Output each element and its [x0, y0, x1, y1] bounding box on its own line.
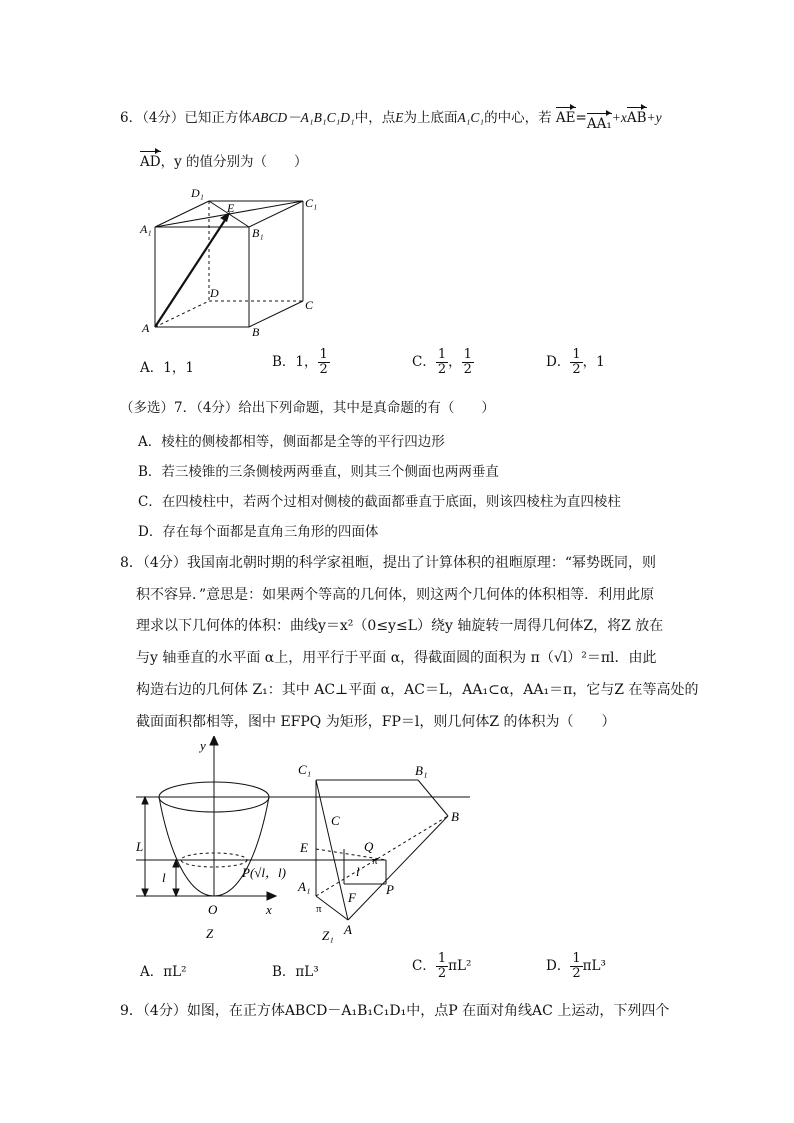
q8-label-b: B — [451, 809, 459, 824]
denominator: 2 — [437, 966, 447, 981]
q8-axis-x: x — [266, 902, 272, 917]
denominator: 2 — [572, 966, 581, 981]
q6-option-a — [140, 356, 194, 376]
q8-origin-o: O — [208, 902, 218, 917]
q8-option-b — [272, 960, 319, 980]
q7-stem: （多选）7．（4分）给出下列命题，其中是真命题的有（ ） — [120, 400, 495, 416]
q8-label-q: Q — [364, 839, 374, 854]
option-label: B． — [272, 964, 296, 980]
numerator: 1 — [437, 347, 447, 362]
q8-label-z1: Z₁ — [322, 928, 334, 943]
fraction — [570, 348, 582, 377]
q6-vector-ae: AE — [555, 110, 576, 126]
q6-label-c1: C₁ — [305, 196, 318, 210]
q6-cube-figure — [135, 185, 335, 345]
fraction — [436, 952, 448, 981]
q6-plus-x: +x — [611, 110, 627, 125]
q8-label-a: A — [344, 922, 352, 937]
q8-label-b1: B₁ — [415, 763, 428, 778]
q6-label-d: D — [210, 286, 219, 300]
option-label: C． — [412, 958, 436, 974]
q8-figure — [128, 736, 473, 946]
option-text: πL³ — [582, 958, 606, 974]
q8-option-d — [546, 952, 606, 981]
option-label: D． — [546, 354, 571, 370]
q7-option-d: D．存在每个面都是直角三角形的四面体 — [138, 524, 379, 540]
q7-option-c: C．在四棱柱中，若两个过相对侧棱的截面都垂直于底面，则该四棱柱为直四棱柱 — [138, 494, 621, 510]
q6-face: A₁C₁ — [457, 110, 485, 125]
option-label: A． — [140, 360, 164, 376]
denominator: 2 — [572, 362, 581, 377]
q8-option-a — [140, 960, 187, 980]
q6-label-b: B — [252, 325, 260, 339]
q8-label-a1: A₁ — [298, 879, 311, 894]
q8-axis-y: y — [200, 738, 206, 753]
option-text: 1，1 — [163, 360, 194, 376]
numerator: 1 — [572, 347, 581, 362]
option-text: πL² — [163, 964, 187, 980]
q6-stem-line1 — [120, 106, 662, 132]
q6-label-d1: D₁ — [191, 186, 204, 200]
q8-label-big-l: L — [136, 839, 144, 854]
q8-line-1: 8．（4分）我国南北朝时期的科学家祖暅，提出了计算体积的祖暅原理：“幂势既同，则 — [120, 555, 656, 571]
q6-text-a: 6．（4分）已知正方体 — [120, 110, 252, 126]
q6-text-c: 为上底面 — [403, 110, 458, 126]
numerator: 1 — [572, 951, 581, 966]
q6-vector-ad: AD — [140, 154, 161, 170]
fraction — [570, 952, 582, 981]
q6-point-e: E — [395, 110, 404, 125]
q8-label-p: P — [386, 882, 394, 897]
q9-stem: 9．（4分）如图，在正方体ABCD－A₁B₁C₁D₁中，点P 在面对角线AC 上运动，下列四个 — [120, 1003, 670, 1019]
numerator: 1 — [463, 347, 472, 362]
q6-label-a: A — [142, 321, 150, 335]
q8-label-f: F — [348, 890, 356, 905]
q8-label-c: C — [331, 813, 340, 828]
q8-label-c1: C₁ — [298, 762, 312, 777]
q6-vector-aa1: AA₁ — [586, 116, 612, 132]
q8-line-3: 理求以下几何体的体积：曲线y＝x²（0≤y≤L）绕y 轴旋转一周得几何体Z，将Z 放在 — [136, 618, 664, 634]
q8-label-small-l: l — [162, 870, 166, 885]
q8-line-4: 与y 轴垂直的水平面 α上，用平行于平面 α，得截面圆的面积为 π（√l）²＝πl．由此 — [136, 650, 657, 666]
q7-option-a: A．棱柱的侧棱都相等，侧面都是全等的平行四边形 — [138, 434, 445, 450]
q6-stem-line2 — [140, 150, 308, 170]
option-label: A． — [140, 964, 164, 980]
q6-text-e: ，y 的值分别为（ ） — [160, 154, 308, 170]
q6-label-b1: B₁ — [252, 226, 264, 240]
denominator: 2 — [463, 362, 472, 377]
option-label: D． — [546, 958, 571, 974]
numerator: 1 — [437, 951, 447, 966]
fraction — [436, 348, 448, 377]
q8-label-p-coord: P(√l，l) — [242, 865, 286, 880]
q8-label-e: E — [300, 840, 308, 855]
q6-label-c: C — [305, 298, 314, 312]
q6-label-e: E — [227, 201, 235, 215]
q8-option-c — [412, 952, 471, 981]
q6-eq: = — [575, 110, 587, 126]
q6-option-b — [272, 348, 330, 377]
option-text: πL² — [448, 958, 472, 974]
q8-line-2: 积不容异．”意思是：如果两个等高的几何体，则这两个几何体的体积相等．利用此原 — [136, 587, 655, 603]
option-label: B． — [272, 354, 296, 370]
fraction — [318, 348, 330, 377]
q6-option-c — [412, 348, 474, 377]
q7-option-b: B．若三棱锥的三条侧棱两两垂直，则其三个侧面也两两垂直 — [138, 464, 499, 480]
option-text: 1， — [295, 354, 318, 370]
q6-cube-name: ABCD－A₁B₁C₁D₁ — [251, 110, 355, 125]
denominator: 2 — [437, 362, 447, 377]
q6-label-a1: A₁ — [140, 222, 152, 236]
separator: ， — [448, 354, 462, 370]
fraction — [462, 348, 474, 377]
q8-line-6: 截面面积都相等，图中 EFPQ 为矩形，FP＝l，则几何体Z 的体积为（ ） — [136, 714, 616, 730]
q8-label-pi-1: π — [372, 855, 378, 867]
q6-text-d: 的中心，若 — [484, 110, 552, 126]
numerator: 1 — [319, 347, 328, 362]
q6-option-d — [546, 348, 605, 377]
q8-label-pi-2: π — [316, 903, 322, 915]
q6-vector-ab: AB — [626, 110, 647, 126]
denominator: 2 — [319, 362, 328, 377]
option-text: πL³ — [295, 964, 319, 980]
option-label: C． — [412, 354, 436, 370]
q8-label-z: Z — [206, 926, 214, 941]
q8-label-l-prism: l — [356, 864, 360, 879]
option-text: ，1 — [582, 354, 605, 370]
q6-plus-y: +y — [646, 110, 662, 125]
q8-line-5: 构造右边的几何体 Z₁：其中 AC⊥平面 α，AC＝L，AA₁⊂α，AA₁＝π，它与Z 在等高处的 — [136, 682, 699, 698]
q6-text-b: 中，点 — [354, 110, 396, 126]
